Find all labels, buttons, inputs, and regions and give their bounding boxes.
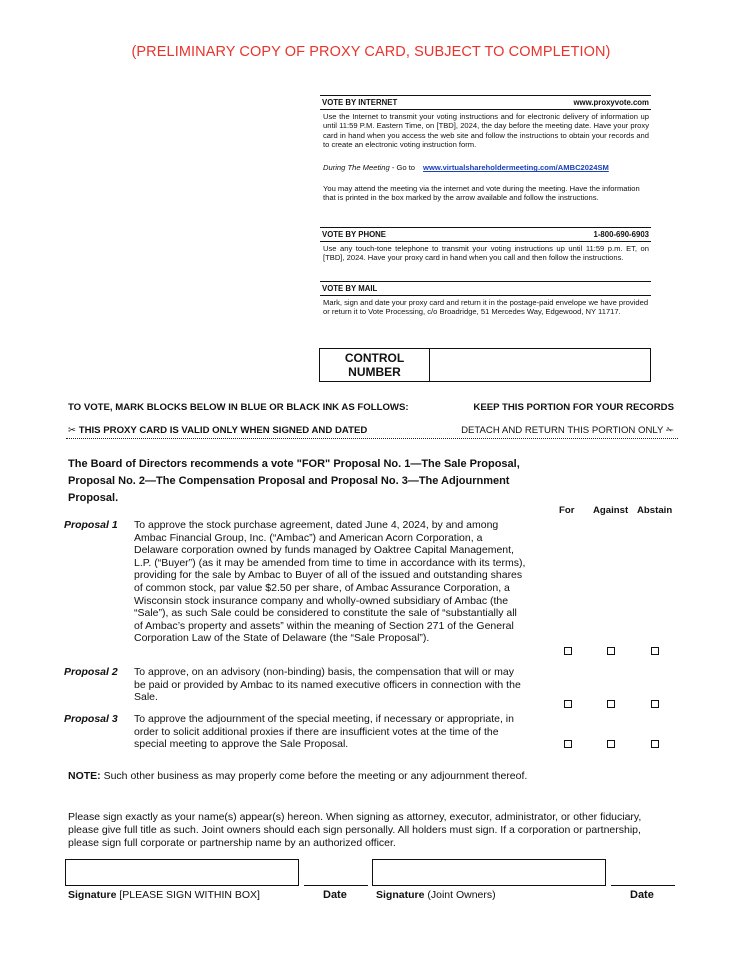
vote-by-phone-section	[320, 227, 651, 263]
joint-signature-hint: (Joint Owners)	[424, 889, 496, 901]
proposal-2-text: To approve, on an advisory (non-binding) basis, the compensation that will or may be paid or provided by Ambac to its named executive officers in connection with the Sale.	[134, 666, 521, 704]
proposal-3-for-checkbox[interactable]	[564, 740, 572, 748]
against-column-header: Against	[593, 505, 629, 516]
board-recommendation: The Board of Directors recommends a vote "FOR" Proposal No. 1—The Sale Proposal, Proposal No. 2—The Compensation Proposal and Proposal No. 3—The Adjournment Proposal.	[68, 458, 520, 504]
joint-signature-label-text: Signature	[376, 889, 425, 901]
proposal-3-label: Proposal 3	[64, 713, 118, 725]
during-meeting-goto: - Go to	[389, 163, 416, 173]
during-meeting-text: You may attend the meeting via the internet and vote during the meeting. Have the information that is printed in the box marked by the arrow available and follow the instructions.	[323, 184, 640, 203]
marking-instructions-row	[68, 402, 674, 413]
vote-internet-label: VOTE BY INTERNET	[322, 98, 398, 107]
vote-internet-text: Use the Internet to transmit your voting instructions and for electronic delivery of information up until 11:59 P.M. Eastern Time, on [TBD], 2024, the day before the meeting date. Have your proxy card in hand when you access the web site and follow the instructions to obtain your records and to create an electronic voting instruction form.	[323, 112, 649, 149]
vote-mail-bar	[320, 281, 651, 296]
proposal-1-against-checkbox[interactable]	[607, 647, 615, 655]
proposal-3-against-checkbox[interactable]	[607, 740, 615, 748]
proposal-1-text: To approve the stock purchase agreement, dated June 4, 2024, by and among Ambac Financial Group, Inc. (“Ambac”) and American Acorn Corporation, a Delaware corporation owned by funds managed by Oaktree Capital Management, L.P. (“Buyer”) (as it may be amended from time to time in accordance with its terms), providing for the sale by Ambac to Buyer of all of the issued and outstanding shares of common stock, par value $2.50 per share, of Ambac Assurance Corporation, a Wisconsin stock insurance company and wholly-owned subsidiary of Ambac (the “Sale”), as such Sale could be considered to constitute the sale of “substantially all of Ambac’s property and assets” within the meaning of Section 271 of the General Corporation Law of the State of Delaware (the “Sale Proposal”).	[134, 519, 526, 645]
proposal-1-label: Proposal 1	[64, 519, 118, 531]
during-meeting-label: During The Meeting	[323, 163, 390, 173]
keep-portion-text: KEEP THIS PORTION FOR YOUR RECORDS	[473, 402, 674, 413]
for-column-header: For	[559, 505, 575, 516]
control-number-box	[319, 348, 651, 382]
control-number-label	[320, 349, 430, 381]
proposal-1-abstain-checkbox[interactable]	[651, 647, 659, 655]
joint-signature-label	[376, 889, 496, 901]
detach-text: DETACH AND RETURN THIS PORTION ONLY	[461, 425, 664, 436]
proposal-2-label: Proposal 2	[64, 666, 118, 678]
abstain-column-header: Abstain	[637, 505, 673, 516]
joint-date-label: Date	[630, 889, 654, 901]
sign-instructions: Please sign exactly as your name(s) appear(s) hereon. When signing as attorney, executor, administrator, or other fiduciary, please give full title as such. Joint owners should each sign personally. All holders must sign. If a corporation or partnership, please sign full corporate or partnership name by an authorized officer.	[68, 811, 642, 849]
vote-mail-text: Mark, sign and date your proxy card and return it in the postage-paid envelope we have provided or return it to Vote Processing, c/o Broadridge, 51 Mercedes Way, Edgewood, NY 11717.	[323, 298, 649, 317]
vote-by-mail-section	[320, 281, 651, 317]
virtual-meeting-link[interactable]: www.virtualshareholdermeeting.com/AMBC2024SM	[423, 163, 609, 173]
signature-label	[68, 889, 260, 901]
vote-phone-label: VOTE BY PHONE	[322, 230, 386, 239]
validity-row	[68, 425, 674, 436]
vote-mail-label: VOTE BY MAIL	[322, 284, 378, 293]
detach-dotted-line	[66, 438, 678, 439]
vote-by-internet-section	[320, 95, 651, 203]
proposal-2-abstain-checkbox[interactable]	[651, 700, 659, 708]
scissors-icon: ✂	[68, 425, 77, 436]
date-line[interactable]	[304, 885, 368, 886]
signature-label-text: Signature	[68, 889, 117, 901]
proposal-1-for-checkbox[interactable]	[564, 647, 572, 655]
vote-phone-number[interactable]: 1-800-690-6903	[593, 230, 649, 239]
proposal-3-abstain-checkbox[interactable]	[651, 740, 659, 748]
during-meeting-line	[320, 163, 651, 172]
control-label-line-1: CONTROL	[344, 351, 405, 365]
mark-instructions: TO VOTE, MARK BLOCKS BELOW IN BLUE OR BLACK INK AS FOLLOWS:	[68, 402, 409, 413]
date-label: Date	[323, 889, 347, 901]
joint-date-line[interactable]	[611, 885, 675, 886]
control-label-line-2: NUMBER	[348, 365, 401, 379]
scissors-icon: ✁	[665, 425, 674, 436]
preliminary-heading: (PRELIMINARY COPY OF PROXY CARD, SUBJECT TO COMPLETION)	[131, 44, 611, 60]
note-line	[68, 770, 527, 782]
proposal-2-for-checkbox[interactable]	[564, 700, 572, 708]
signature-hint: [PLEASE SIGN WITHIN BOX]	[116, 889, 260, 901]
joint-signature-box[interactable]	[372, 859, 606, 886]
note-text: Such other business as may properly come before the meeting or any adjournment thereof.	[100, 770, 528, 782]
note-label: NOTE:	[68, 770, 101, 782]
proposal-3-text: To approve the adjournment of the special meeting, if necessary or appropriate, in order to solicit additional proxies if there are insufficient votes at the time of the special meeting to approve the Sale Proposal.	[134, 713, 514, 751]
valid-when-signed	[68, 425, 367, 436]
detach-portion	[461, 425, 674, 436]
control-number-value	[430, 349, 650, 381]
vote-internet-bar	[320, 95, 651, 110]
vote-phone-bar	[320, 227, 651, 242]
signature-box[interactable]	[65, 859, 299, 886]
proxyvote-url[interactable]: www.proxyvote.com	[573, 98, 649, 107]
valid-text: THIS PROXY CARD IS VALID ONLY WHEN SIGNED AND DATED	[78, 425, 368, 436]
vote-phone-text: Use any touch-tone telephone to transmit your voting instructions up until 11:59 p.m. ET, on [TBD], 2024. Have your proxy card in hand when you call and then follow the instructions.	[323, 244, 649, 263]
proposal-2-against-checkbox[interactable]	[607, 700, 615, 708]
